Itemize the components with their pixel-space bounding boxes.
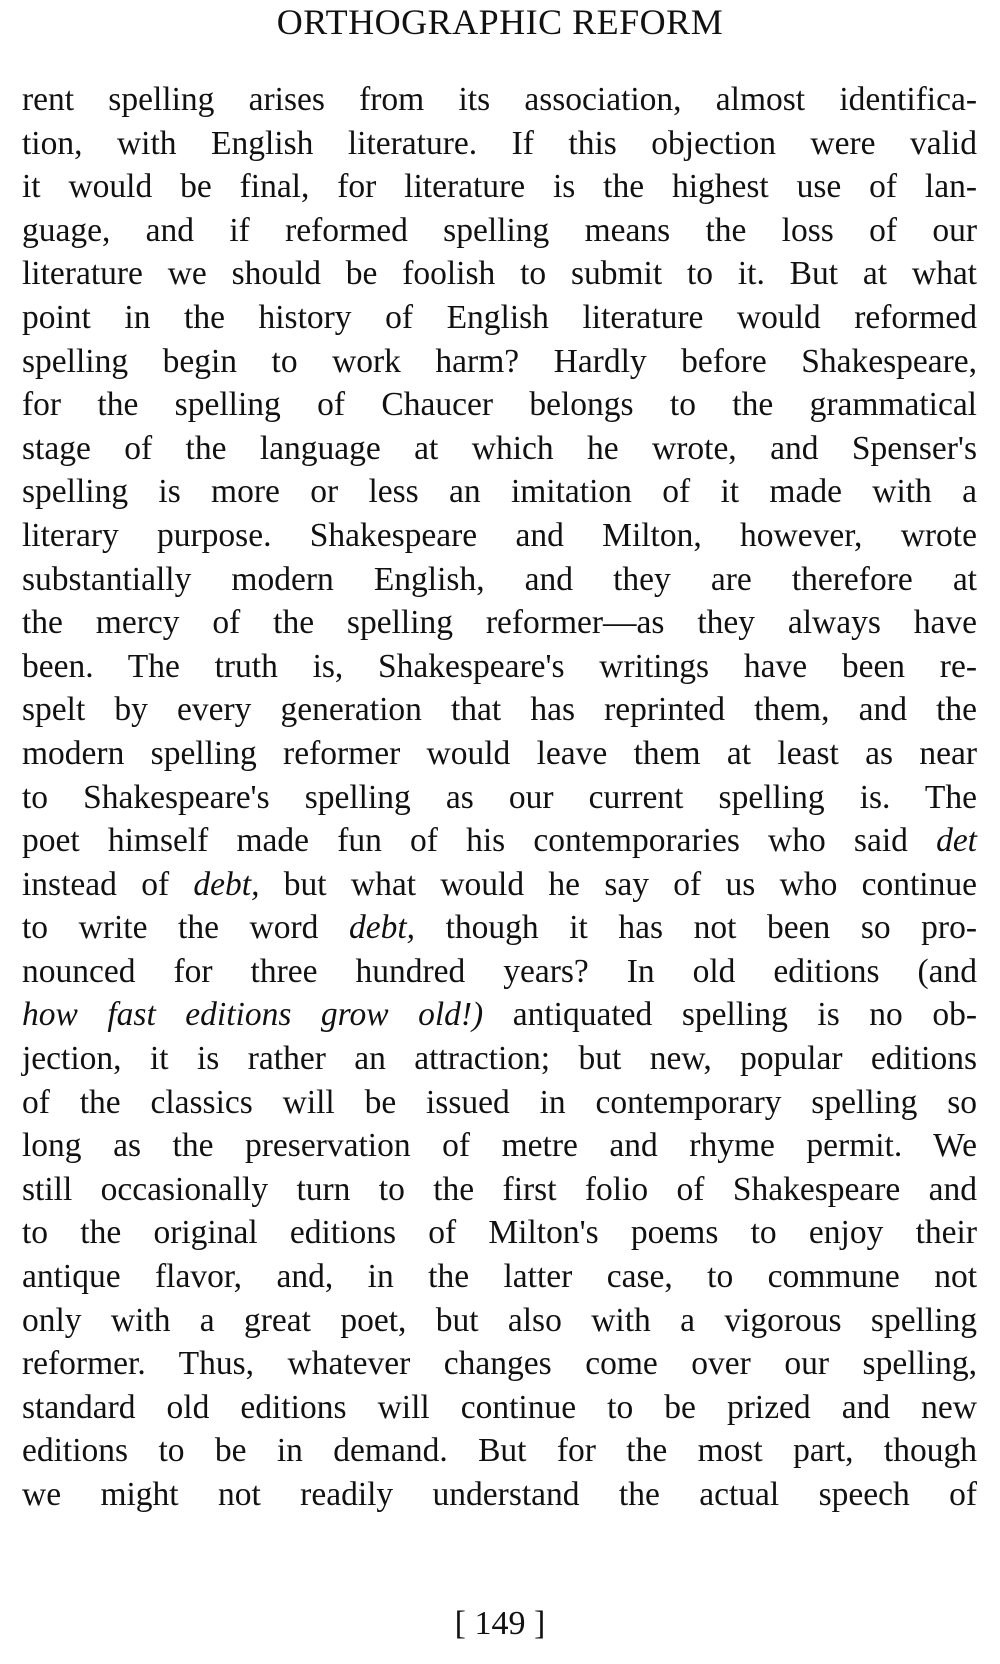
text-line: only with a great poet, but also with a vigorous spelling: [22, 1301, 977, 1339]
text-run: to write the word: [22, 909, 349, 947]
text-line: guage, and if reformed spelling means the loss of our: [22, 211, 977, 249]
text-line: [22, 906, 977, 950]
text-line: modern spelling reformer would leave them at least as near: [22, 734, 977, 772]
text-line: the mercy of the spelling reformer—as they always have: [22, 604, 977, 642]
text-line: long as the preservation of metre and rhyme permit. We: [22, 1127, 977, 1165]
text-line: still occasionally turn to the first folio of Shakespeare and: [22, 1170, 977, 1208]
text-line: jection, it is rather an attraction; but new, popular editions: [22, 1040, 977, 1078]
text-line: it would be final, for literature is the highest use of lan-: [22, 168, 977, 206]
page-number: [ 149 ]: [454, 1605, 546, 1642]
text-line: tion, with English literature. If this objection were valid: [22, 124, 977, 162]
text-line: to the original editions of Milton's poems to enjoy their: [22, 1214, 977, 1252]
text-run: antiquated spelling is no ob-: [483, 996, 977, 1034]
text-line: antique flavor, and, in the latter case, to commune not: [22, 1258, 977, 1296]
italic-word: debt,: [348, 909, 416, 947]
text-line: literature we should be foolish to submit to it. But at what: [22, 255, 977, 293]
text-line: for the spelling of Chaucer belongs to the grammatical: [22, 386, 977, 424]
text-line: spelt by every generation that has reprinted them, and the: [22, 691, 977, 729]
text-line: spelling is more or less an imitation of it made with a: [22, 473, 977, 511]
text-line: standard old editions will continue to be prized and new: [22, 1388, 977, 1426]
text-line: rent spelling arises from its association, almost identifica-: [22, 81, 977, 118]
text-line: spelling begin to work harm? Hardly before Shakespeare,: [22, 342, 977, 380]
text-line: of the classics will be issued in contemporary spelling so: [22, 1083, 977, 1121]
text-line: been. The truth is, Shakespeare's writings have been re-: [22, 647, 977, 685]
running-head: ORTHOGRAPHIC REFORM: [276, 2, 724, 42]
text-line: editions to be in demand. But for the most part, though: [22, 1432, 977, 1470]
text-line: [22, 993, 977, 1037]
text-line: to Shakespeare's spelling as our current spelling is. The: [22, 778, 977, 816]
text-line: we might not readily understand the actual speech of: [22, 1476, 977, 1513]
text-line: [22, 819, 977, 863]
italic-word: debt,: [193, 865, 260, 903]
text-line: point in the history of English literature would reformed: [22, 298, 977, 336]
text-run: poet himself made fun of his contemporaries who said: [22, 822, 937, 860]
text-line: reformer. Thus, whatever changes come over our spelling,: [22, 1345, 977, 1383]
text-line: nounced for three hundred years? In old editions (and: [22, 952, 977, 990]
italic-word: det: [936, 822, 977, 860]
text-line: [22, 863, 977, 907]
italic-phrase: how fast editions grow old!): [22, 996, 484, 1034]
text-line: substantially modern English, and they are therefore at: [22, 560, 977, 598]
text-line: literary purpose. Shakespeare and Milton, however, wrote: [22, 516, 977, 554]
text-run: though it has not been so pro-: [415, 909, 977, 947]
body-text: [22, 78, 977, 1517]
text-line: stage of the language at which he wrote, and Spenser's: [22, 429, 977, 467]
text-run: but what would he say of us who continue: [259, 865, 977, 903]
text-run: instead of: [22, 865, 194, 903]
